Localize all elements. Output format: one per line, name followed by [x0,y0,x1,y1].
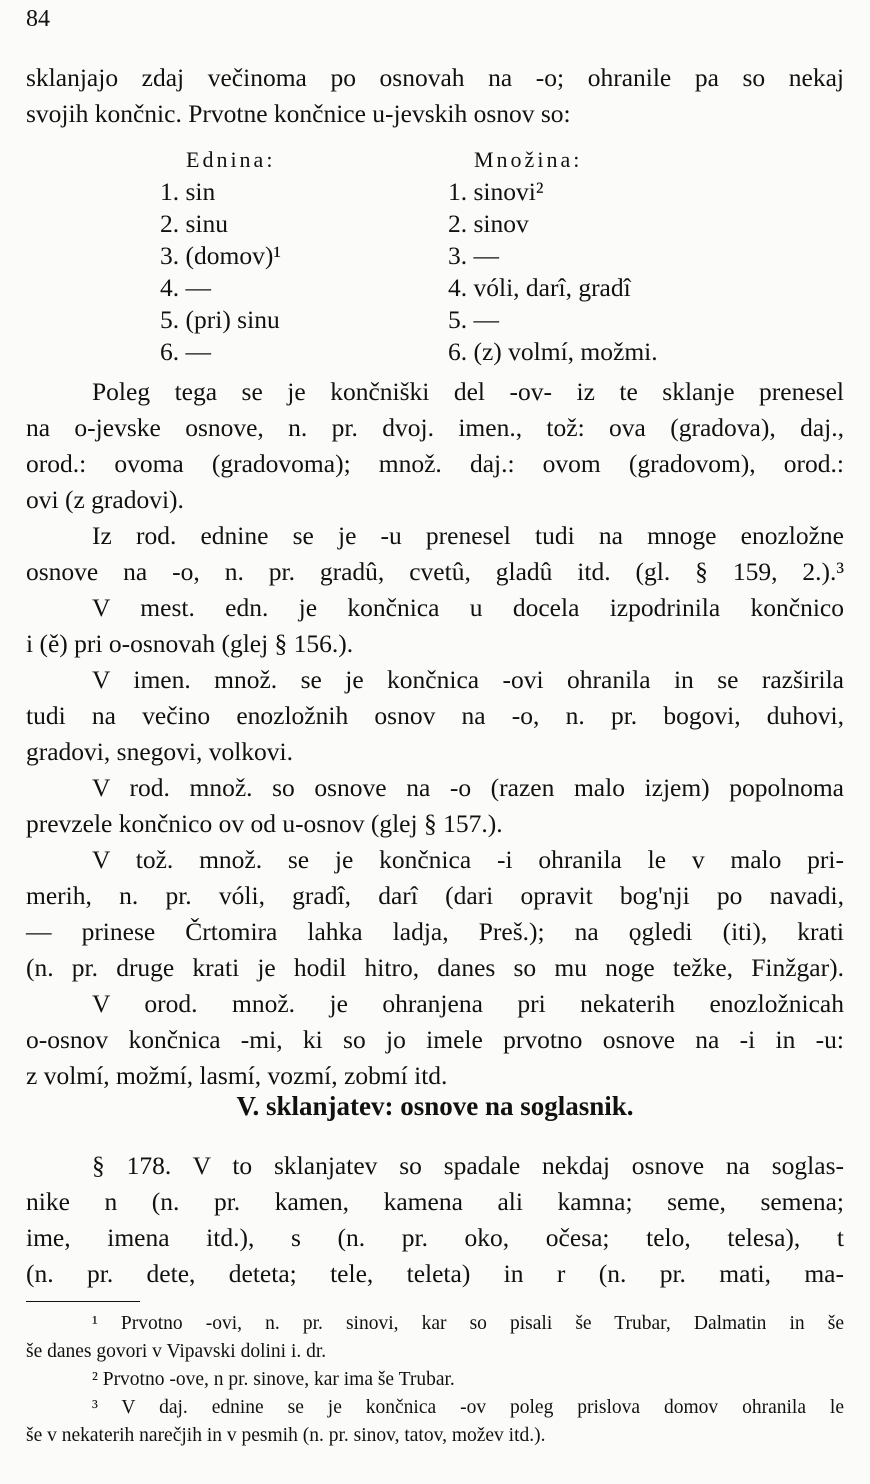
body-line: — prinese Črtomira lahka ladja, Preš.); na ǫgledi (iti), krati [26,917,844,946]
plural-header: Množina: [474,147,583,172]
body-line: V orod. množ. je ohranjena pri nekaterih enozložnicah [92,989,844,1018]
paradigm-row: 3. (domov)¹ [160,241,281,270]
paradigm-row: 5. — [448,305,499,334]
footnote-line: še danes govori v Vipavski dolini i. dr. [26,1341,327,1362]
body-line: i (ě) pri o-osnovah (glej § 156.). [26,629,354,658]
intro-line: sklanjajo zdaj večinoma po osnovah na -o; ohranile pa so nekaj [26,63,844,92]
body-line: ovi (z gradovi). [26,485,184,514]
paradigm-row: 3. — [448,241,499,270]
section-line: nike n (n. pr. kamen, kamena ali kamna; seme, semena; [26,1187,844,1216]
body-line: osnove na -o, n. pr. gradû, cvetû, gladû itd. (gl. § 159, 2.).³ [26,557,844,586]
body-line: prevzele končnico ov od u-osnov (glej § 157.). [26,809,503,838]
footnote-line: ¹ Prvotno -ovi, n. pr. sinovi, kar so pisali še Trubar, Dalmatin in še [92,1313,844,1334]
body-line: (n. pr. druge krati je hodil hitro, danes so mu noge težke, Finžgar). [26,953,844,982]
footnote-line: ³ V daj. ednine se je končnica -ov poleg prislova domov ohranila le [92,1397,844,1418]
paradigm-row: 6. — [160,337,211,366]
body-line: Poleg tega se je končniški del -ov- iz te sklanje prenesel [92,377,844,406]
body-line: V imen. množ. se je končnica -ovi ohranila in se razširila [92,665,844,694]
plural-column [448,144,658,368]
singular-header: Ednina: [186,147,276,172]
section-line: ime, imena itd.), s (n. pr. oko, očesa; telo, telesa), t [26,1223,844,1252]
section-line: § 178. V to sklanjatev so spadale nekdaj osnove na soglas- [92,1151,844,1180]
paradigm-row: 1. sin [160,177,216,206]
paradigm-row: 2. sinov [448,209,529,238]
paradigm-row: 5. (pri) sinu [160,305,280,334]
body-line: V mest. edn. je končnica u docela izpodrinila končnico [92,593,844,622]
footnote-line: še v nekaterih narečjih in v pesmih (n. pr. sinov, tatov, možev itd.). [26,1425,546,1446]
body-line: z volmí, možmí, lasmí, vozmí, zobmí itd. [26,1061,448,1090]
paradigm-row: 1. sinovi² [448,177,544,206]
body-line: Iz rod. ednine se je -u prenesel tudi na mnoge enozložne [92,521,844,550]
singular-column [160,144,281,368]
body-line: o-osnov končnica -mi, ki so jo imele prvotno osnove na -i in -u: [26,1025,844,1054]
body-line: tudi na večino enozložnih osnov na -o, n. pr. bogovi, duhovi, [26,701,844,730]
body-line: orod.: ovoma (gradovoma); množ. daj.: ovom (gradovom), orod.: [26,449,844,478]
section-line: (n. pr. dete, deteta; tele, teleta) in r (n. pr. mati, ma- [26,1259,844,1288]
body-line: gradovi, snegovi, volkovi. [26,737,294,766]
paradigm-row: 2. sinu [160,209,229,238]
body-line: V tož. množ. se je končnica -i ohranila le v malo pri- [92,845,844,874]
body-line: merih, n. pr. vóli, gradî, darî (dari opravit bog'nji po navadi, [26,881,844,910]
paradigm-row: 4. — [160,273,211,302]
paradigm-row: 4. vóli, darî, gradî [448,273,631,302]
body-line: V rod. množ. so osnove na -o (razen malo izjem) popolnoma [92,773,844,802]
body-line: na o-jevske osnove, n. pr. dvoj. imen., tož: ova (gradova), daj., [26,413,844,442]
page-number: 84 [26,6,50,32]
paradigm-row: 6. (z) volmí, možmi. [448,337,658,366]
section-heading: V. sklanjatev: osnove na soglasnik. [236,1091,634,1121]
intro-line: svojih končnic. Prvotne končnice u-jevskih osnov so: [26,99,571,128]
footnote-divider [26,1301,140,1302]
footnote-line: ² Prvotno -ove, n pr. sinove, kar ima še Trubar. [92,1369,455,1390]
